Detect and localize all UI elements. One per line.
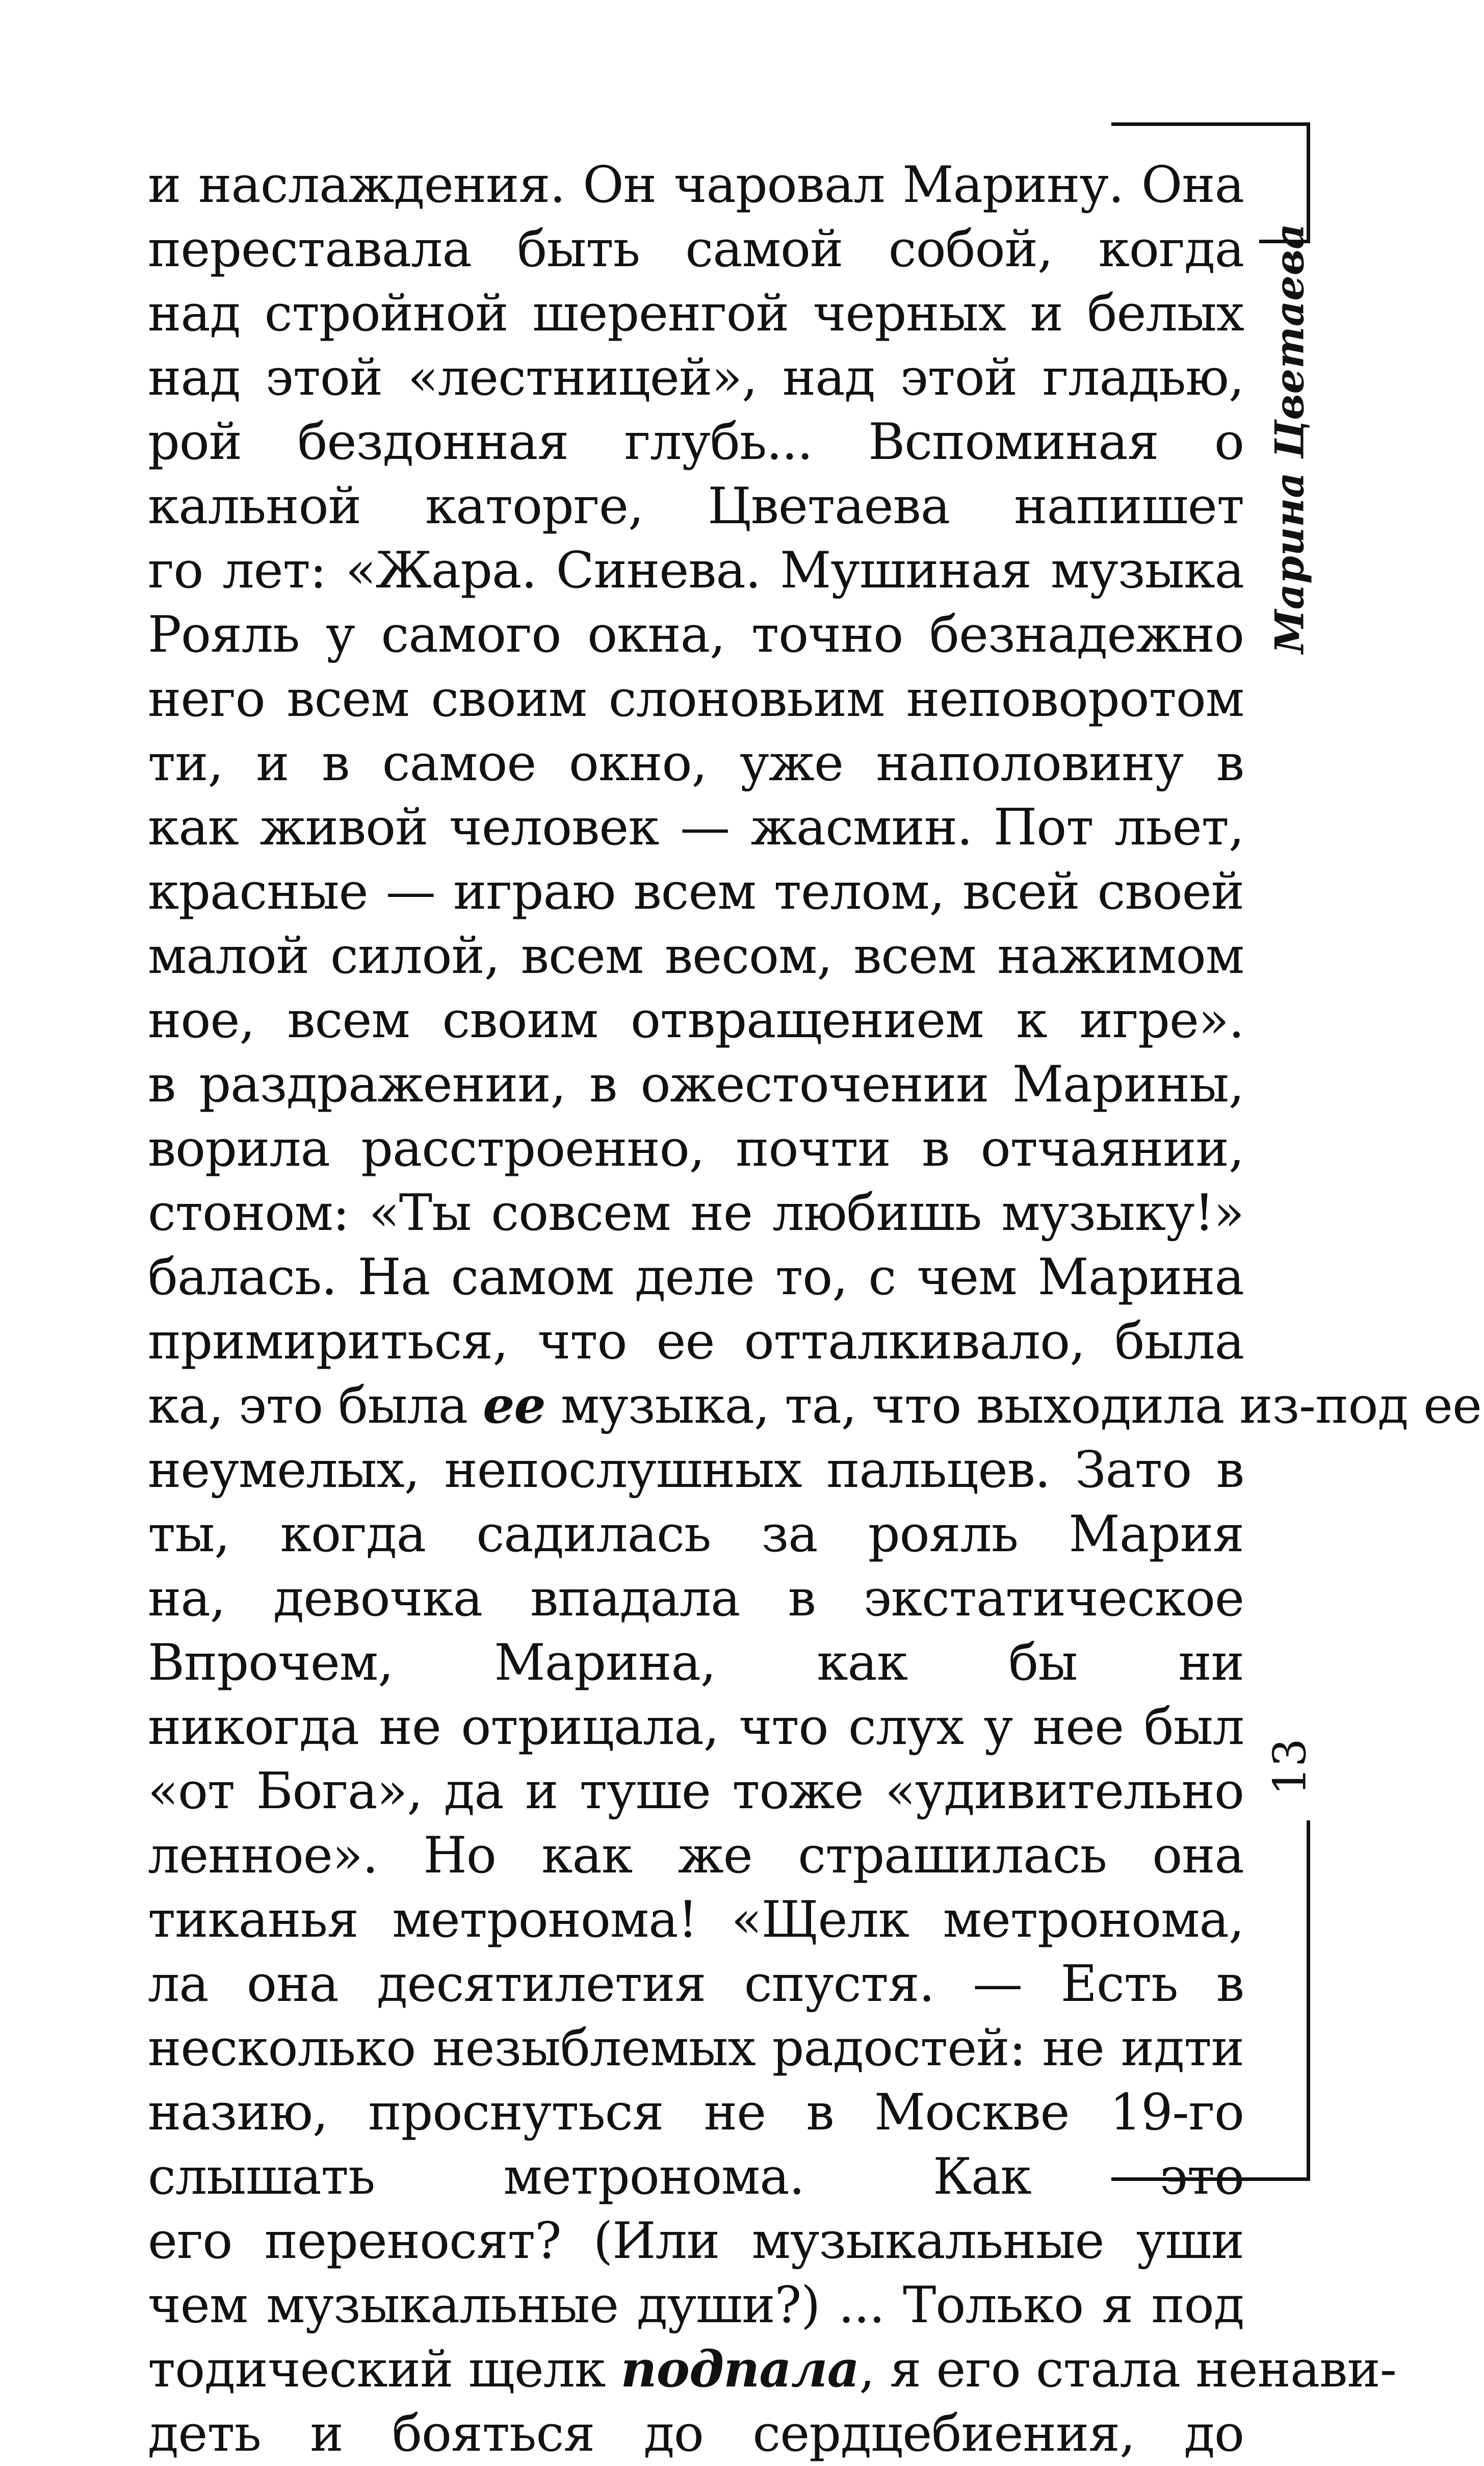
text-line: никогда не отрицала, что слух у нее был — [148, 1698, 1244, 1756]
text-segment: ка, это была — [148, 1377, 483, 1435]
emphasis-text: подпала — [620, 2340, 860, 2399]
text-line: ти, и в самое окно, уже наполовину в — [148, 734, 1244, 792]
text-line: кальной каторге, Цветаева напишет — [148, 477, 1244, 535]
text-line: балась. На самом деле то, с чем Марина — [148, 1248, 1244, 1306]
running-title — [1259, 223, 1320, 654]
text-line: ты, когда садилась за рояль Мария — [148, 1505, 1244, 1563]
text-line-with-emphasis — [148, 1374, 1481, 1438]
header-rule-vertical — [1307, 122, 1310, 240]
emphasis-text: ее — [483, 1376, 545, 1435]
text-line: Впрочем, Марина, как бы ни — [148, 1634, 1244, 1692]
text-line: него всем своим слоновьим неповоротом — [148, 670, 1244, 728]
footer-rule-vertical — [1307, 1820, 1310, 2177]
text-line: неумелых, непослушных пальцев. Зато в — [148, 1441, 1244, 1499]
text-line: «от Бога», да и туше тоже «удивительно — [148, 1762, 1244, 1820]
running-title-text: Марина Цветаева — [1266, 223, 1313, 654]
text-line: над стройной шеренгой черных и белых — [148, 285, 1244, 343]
text-line: рой бездонная глубь... Вспоминая о — [148, 413, 1244, 471]
text-line: чем музыкальные души?) ... Только я под — [148, 2276, 1244, 2334]
text-line: назию, проснуться не в Москве 19-го — [148, 2084, 1244, 2142]
text-line: над этой «лестницей», над этой гладью, — [148, 349, 1244, 407]
page-number — [1259, 1724, 1320, 1810]
text-line: его переносят? (Или музыкальные уши — [148, 2212, 1244, 2270]
text-line: стоном: «Ты совсем не любишь музыку!» — [148, 1184, 1244, 1242]
text-segment: , я его стала ненави- — [859, 2341, 1396, 2399]
text-line: в раздражении, в ожесточении Марины, — [148, 1056, 1244, 1114]
text-line: ленное». Но как же страшилась она — [148, 1827, 1244, 1885]
text-line: на, девочка впадала в экстатическое — [148, 1570, 1244, 1628]
text-line-with-emphasis — [148, 2337, 1396, 2402]
header-rule-top — [1111, 122, 1310, 126]
text-line: красные — играю всем телом, всей своей — [148, 863, 1244, 921]
text-line: тиканья метронома! «Щелк метронома, — [148, 1891, 1244, 1949]
text-line: Рояль у самого окна, точно безнадежно — [148, 606, 1244, 664]
text-line: и наслаждения. Он чаровал Марину. Она — [148, 156, 1244, 214]
text-line: слышать метронома. Как это — [148, 2148, 1244, 2206]
text-line: переставала быть самой собой, когда — [148, 220, 1244, 278]
text-line: несколько незыблемых радостей: не идти — [148, 2019, 1244, 2077]
text-line: ное, всем своим отвращением к игре». — [148, 991, 1244, 1049]
text-line: ла она десятилетия спустя. — Есть в — [148, 1955, 1244, 2013]
text-line: ворила расстроенно, почти в отчаянии, — [148, 1120, 1244, 1178]
text-line: как живой человек — жасмин. Пот льет, — [148, 799, 1244, 857]
text-segment: тодический щелк — [148, 2341, 621, 2399]
text-line: деть и бояться до сердцебиения, до — [148, 2405, 1244, 2463]
page-number-text: 13 — [1263, 1738, 1316, 1795]
text-line: малой силой, всем весом, всем нажимом — [148, 927, 1244, 985]
text-line: го лет: «Жара. Синева. Мушиная музыка — [148, 542, 1244, 600]
text-segment: музыка, та, что выходила из-под ее — [545, 1377, 1481, 1435]
text-line: примириться, что ее отталкивало, была — [148, 1313, 1244, 1371]
